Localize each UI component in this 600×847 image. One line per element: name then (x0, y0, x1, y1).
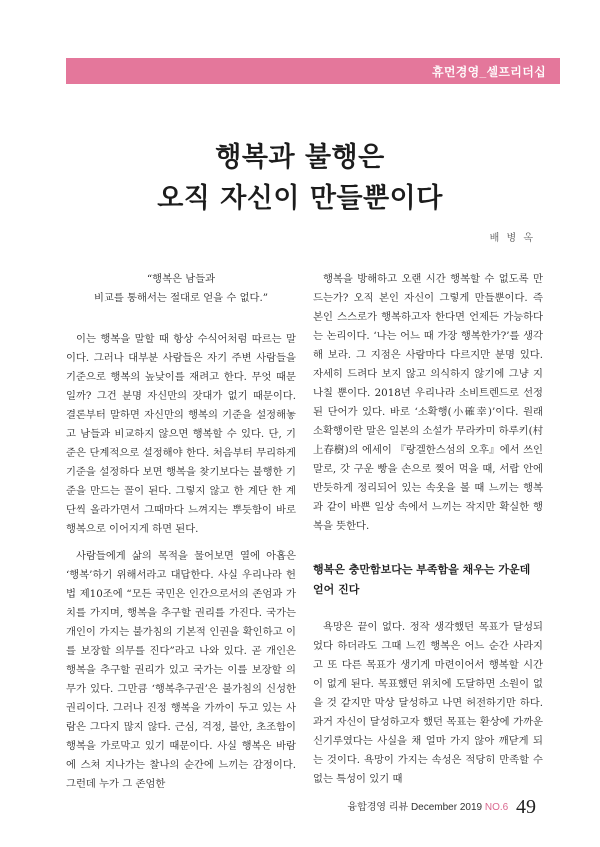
author-name: 배 병 옥 (489, 233, 535, 244)
issue-date: December 2019 (410, 802, 483, 813)
category-label: 휴먼경영_셀프리더십 (431, 65, 546, 79)
issue-number: NO.6 (484, 802, 509, 813)
body-paragraph: 행복을 방해하고 오랜 시간 행복할 수 없도록 만드는가? 오직 본인 자신이 그렇게 만들뿐이다. 즉 본인 스스로가 행복하고자 한다면 언제든 가능하다는 논리이다. ‘나는 어느 때 가장 행복한가?’를 생각해 보라. 그 지점은 사람마다 다르지만 분명 있다. 자세히 드려다 보지 않고 의식하지 않기에 그냥 지나칠 뿐이다. 2018년 우리나라 소비트렌드로 선정된 단어가 있다. 바로 ‘소확행(小確幸)’이다. 원래 소확행이란 말은 일본의 소설가 무라카미 하루키(村上春樹)의 에세이 『랑겔한스섬의 오후』에서 쓰인 말로, 갓 구운 빵을 손으로 찢어 먹을 때, 서랍 안에 반듯하게 정리되어 있는 속옷을 볼 때 느끼는 행복과 같이 바쁜 일상 속에서 느끼는 작지만 확실한 행복을 뜻한다. (313, 273, 543, 532)
category-band (66, 58, 560, 84)
left-column (66, 270, 296, 794)
pull-quote (66, 270, 296, 308)
article-title-line1: 행복과 불행은 (215, 142, 385, 173)
article-title-line2: 오직 자신이 만들뿐이다 (157, 183, 443, 214)
body-paragraph: 이는 행복을 말할 때 항상 수식어처럼 따르는 말이다. 그러나 대부분 사람들은 자기 주변 사람들을 기준으로 행복의 높낮이를 재려고 한다. 무엇 때문일까? 그건 분명 자신만의 잣대가 없기 때문이다. 결론부터 말하면 자신만의 행복의 기준을 설정해놓고 남들과 비교하지 않으면 행복할 수 있다. 단, 기준은 단계적으로 설정해야 한다. 처음부터 무리하게 기준을 설정하다 보면 행복을 찾기보다는 불행한 기준을 만드는 꼴이 된다. 그렇지 않고 한 계단 한 계단씩 올라가면서 그때마다 느껴지는 뿌듯함이 바로 행복으로 이어지게 하면 된다. (66, 333, 296, 535)
pull-quote-line2: 비교를 통해서는 절대로 얻을 수 없다.” (93, 292, 269, 304)
page-footer (347, 796, 536, 819)
right-column (313, 270, 543, 789)
pull-quote-line1: “행복은 남들과 (146, 273, 216, 285)
magazine-name: 융합경영 리뷰 (347, 802, 409, 813)
body-paragraph: 사람들에게 삶의 목적을 물어보면 열에 아홉은 ‘행복’하기 위해서라고 대답한다. 사실 우리나라 헌법 제10조에 “모든 국민은 인간으로서의 존엄과 가치를 가지며, 행복을 추구할 권리를 가진다. 국가는 개인이 가지는 불가침의 기본적 인권을 확인하고 이를 보장할 의무를 진다”라고 나와 있다. 곧 개인은 행복을 추구할 권리가 있고 국가는 이를 보장할 의무가 있다. 그만큼 ‘행복추구권’은 불가침의 신성한 권리이다. 그러나 진정 행복을 가까이 두고 있는 사람은 그다지 많지 않다. 근심, 걱정, 불안, 초조함이 행복을 가로막고 있기 때문이다. 사실 행복은 바람에 스쳐 지나가는 찰나의 순간에 느끼는 감정이다. 그런데 누가 그 존엄한 (66, 550, 296, 790)
body-paragraph: 욕망은 끝이 없다. 정작 생각했던 목표가 달성되었다 하더라도 그때 느낀 행복은 어느 순간 사라지고 또 다른 목표가 생기게 마련이어서 행복할 시간이 없게 된다. 목표했던 위치에 도달하면 소원이 없을 것 같지만 막상 달성하고 나면 허전하기만 하다. 과거 자신이 달성하고자 했던 목표는 환상에 가까운 신기루였다는 사실을 채 얼마 가지 않아 깨닫게 되는 것이다. 욕망이 가지는 속성은 적당히 만족할 수 없는 특성이 있기 때 (313, 621, 543, 785)
page-number: 49 (516, 796, 536, 818)
section-subheading: 행복은 충만함보다는 부족함을 채우는 가운데 얻어 진다 (313, 563, 531, 596)
